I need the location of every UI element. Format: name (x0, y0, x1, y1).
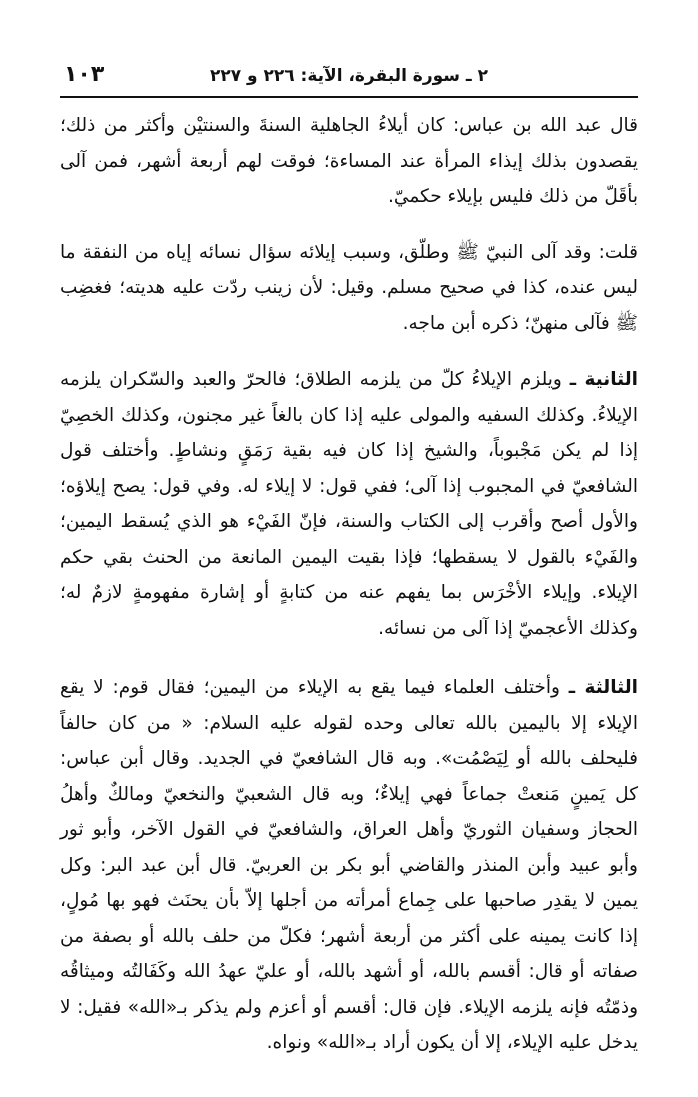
page-body (60, 108, 638, 1061)
issue-heading: الثانية ـ (569, 369, 638, 390)
running-title: ٢ ـ سورة البقرة، الآية: ٢٢٦ و ٢٢٧ (209, 66, 489, 86)
issue-heading: الثالثة ـ (568, 677, 638, 698)
paragraph-text: وأختلف العلماء فيما يقع به الإيلاء من اليمين؛ فقال قوم: لا يقع الإيلاء إلا باليمين بالله تعالى وحده لقوله عليه السلام: « من كان حالفاً فليحلف بالله أو لِيَصْمُت». وبه قال الشافعيّ في الجديد. وقال أبن عباس: كل يَمينٍ مَنعتْ جماعاً فهي إيلاءٌ؛ وبه قال الشعبيّ والنخعيّ ومالكٌ وأهلُ الحجاز وسفيان الثوريّ وأهل العراق، والشافعيّ في القول الآخر، وأبو ثور وأبو عبيد وأبن المنذر والقاضي أبو بكر بن العربيّ. قال أبن عبد البر: وكل يمين لا يقدِر صاحبها على جِماع أمرأته من أجلها إلاّ بأن يحنَث فهو بها مُولٍ، إذا كانت يمينه على أكثر من أربعة أشهر؛ فكلّ من حلف بالله أو بصفة من صفاته أو قال: أقسم بالله، أو أشهد بالله، أو عليّ عهدُ الله وكَفَالتُه وميثاقُه وذمّتُه فإنه يلزمه الإيلاء. فإن قال: أقسم أو أعزم ولم يذكر بـ«الله» فقيل: لا يدخل عليه الإيلاء، إلا أن يكون أراد بـ«الله» ونواه. (60, 677, 638, 1053)
page-header (60, 58, 638, 98)
paragraph-text: ويلزم الإيلاءُ كلّ من يلزمه الطلاق؛ فالحرّ والعبد والسّكران يلزمه الإيلاءُ. وكذلك السفيه والمولى عليه إذا كان بالغاً غير مجنون، وكذلك الخصِيّ إذا لم يكن مَجْبوباً، والشيخ إذا كان فيه بقية رَمَقٍ ونشاطٍ. وأختلف قول الشافعيّ في المجبوب إذا آلى؛ ففي قول: لا إيلاء له. وفي قول: يصح إيلاؤه؛ والأول أصح وأقرب إلى الكتاب والسنة، فإنّ الفَيْء هو الذي يُسقط اليمين؛ والفَيْء بالقول لا يسقطها؛ فإذا بقيت اليمين المانعة من الحنث بقي حكم الإيلاء. وإيلاء الأخْرَس بما يفهم عنه من كتابةٍ أو إشارة مفهومةٍ لازمٌ له؛ وكذلك الأعجميّ إذا آلى من نسائه. (60, 369, 638, 639)
paragraph-text: قال عبد الله بن عباس: كان أيلاءُ الجاهلية السنةَ والسنتيْن وأكثر من ذلك؛ يقصدون بذلك إيذاء المرأة عند المساءة؛ فوقت لهم أربعة أشهر، فمن آلى بأقَلّ من ذلك فليس بإيلاء حكميّ. (60, 115, 638, 207)
paragraph-qultu (60, 235, 638, 342)
paragraph-ibn-abbas (60, 108, 638, 215)
paragraph-third-issue (60, 670, 638, 1061)
paragraph-second-issue (60, 362, 638, 646)
page-number: ١٠٣ (64, 62, 105, 87)
paragraph-text: قلت: وقد آلى النبيّ ﷺ وطلّق، وسبب إيلائه سؤال نسائه إياه من النفقة ما ليس عنده، كذا في صحيح مسلم. وقيل: لأن زينب ردّت عليه هديته؛ فغضِب ﷺ فآلى منهنّ؛ ذكره أبن ماجه. (60, 241, 638, 334)
